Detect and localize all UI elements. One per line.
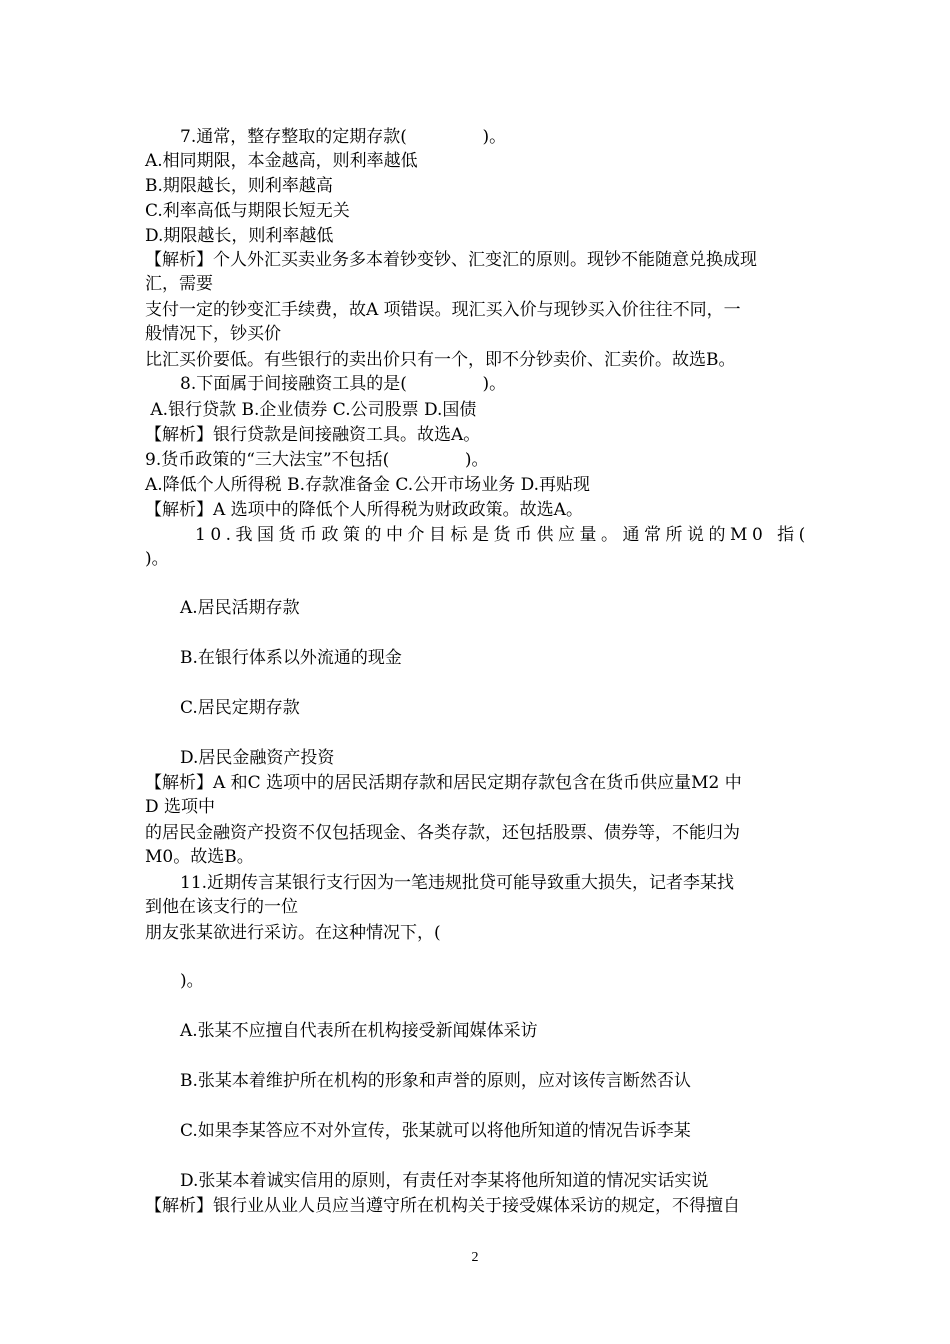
q9-options: A.降低个人所得税 B.存款准备金 C.公开市场业务 D.再贴现 [145,475,591,495]
q11-option-b: B.张某本着维护所在机构的形象和声誉的原则，应对该传言断然否认 [180,1071,691,1091]
question-10-stem-end: )。 [145,549,169,569]
q7-analysis-line: 比汇买价要低。有些银行的卖出价只有一个，即不分钞卖价、汇卖价。故选B。 [145,350,736,370]
q7-option-b: B.期限越长，则利率越高 [145,176,333,196]
question-11-stem-end: )。 [180,971,204,991]
question-7-stem: 7.通常，整存整取的定期存款( )。 [180,127,507,147]
q10-option-a: A.居民活期存款 [180,598,300,618]
q10-analysis-line: 【解析】A 和C 选项中的居民活期存款和居民定期存款包含在货币供应量M2 中 [145,773,742,793]
q8-analysis: 【解析】银行贷款是间接融资工具。故选A。 [145,425,481,445]
q10-option-d: D.居民金融资产投资 [180,748,335,768]
q10-analysis-line: M0。故选B。 [145,847,254,867]
q8-options: A.银行贷款 B.企业债券 C.公司股票 D.国债 [145,400,477,420]
q10-analysis-line: 的居民金融资产投资不仅包括现金、各类存款，还包括股票、债券等，不能归为 [145,823,740,843]
question-9-stem: 9.货币政策的“三大法宝”不包括( )。 [145,450,489,470]
q7-option-d: D.期限越长，则利率越低 [145,226,334,246]
q7-analysis-line: 汇，需要 [145,274,213,294]
question-10-stem: 10.我国货币政策的中介目标是货币供应量。通常所说的M0 指( [195,525,810,545]
q7-option-a: A.相同期限，本金越高，则利率越低 [145,151,418,171]
q11-option-c: C.如果李某答应不对外宣传，张某就可以将他所知道的情况告诉李某 [180,1121,691,1141]
q10-option-c: C.居民定期存款 [180,698,300,718]
q10-analysis-line: D 选项中 [145,797,216,817]
q9-analysis: 【解析】A 选项中的降低个人所得税为财政政策。故选A。 [145,500,583,520]
question-8-stem: 8.下面属于间接融资工具的是( )。 [180,374,507,394]
question-11-stem: 朋友张某欲进行采访。在这种情况下，( [145,923,441,943]
q7-analysis-line: 支付一定的钞变汇手续费，故A 项错误。现汇买入价与现钞买入价往往不同，一 [145,300,741,320]
q11-analysis-line: 【解析】银行业从业人员应当遵守所在机构关于接受媒体采访的规定，不得擅自 [145,1196,740,1216]
q7-option-c: C.利率高低与期限长短无关 [145,201,350,221]
q7-analysis-line: 【解析】个人外汇买卖业务多本着钞变钞、汇变汇的原则。现钞不能随意兑换成现 [145,250,757,270]
question-11-stem: 11.近期传言某银行支行因为一笔违规批贷可能导致重大损失，记者李某找 [180,873,735,893]
q10-option-b: B.在银行体系以外流通的现金 [180,648,402,668]
q7-analysis-line: 般情况下，钞买价 [145,324,281,344]
q11-option-d: D.张某本着诚实信用的原则，有责任对李某将他所知道的情况实话实说 [180,1171,709,1191]
page-number: 2 [471,1250,479,1265]
question-11-stem: 到他在该支行的一位 [145,897,298,917]
q11-option-a: A.张某不应擅自代表所在机构接受新闻媒体采访 [180,1021,538,1041]
